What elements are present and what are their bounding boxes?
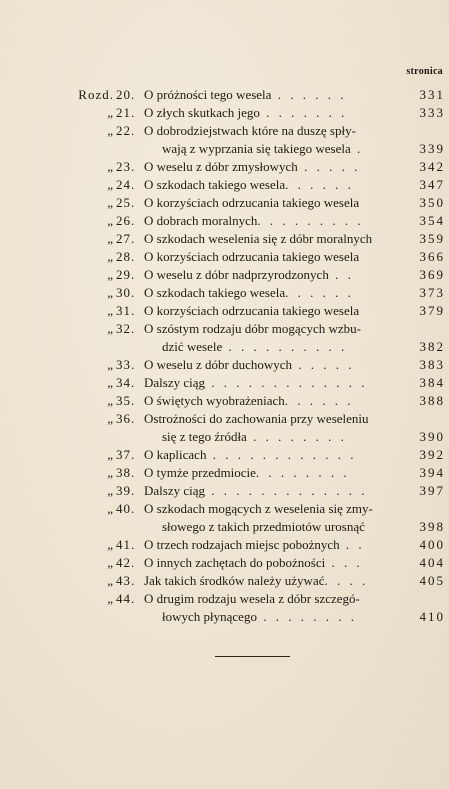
chapter-title-line: O szkodach takiego wesela. . . . . . [144, 285, 354, 300]
chapter-number: 35. [116, 393, 136, 408]
leader-dots: . . [328, 267, 354, 282]
toc-entry [70, 248, 445, 266]
chapter-prefix: „ [107, 303, 114, 318]
chapter-title-line: O innych zachętach do pobożności . . . [144, 555, 363, 570]
toc-entry [70, 356, 445, 374]
chapter-number: 31. [116, 303, 136, 318]
chapter-title-line: O weselu z dóbr duchowych . . . . . [144, 357, 355, 372]
chapter-number: 29. [116, 267, 136, 282]
toc-entry [70, 302, 445, 320]
chapter-title-line: O dobrach moralnych. . . . . . . . . [144, 213, 364, 228]
page-number: 397 [419, 483, 445, 498]
page-number: 333 [419, 105, 445, 120]
page-number: 382 [419, 339, 445, 354]
chapter-prefix: „ [107, 483, 114, 498]
table-of-contents [70, 86, 445, 626]
chapter-number: 41. [116, 537, 136, 552]
chapter-number: 40. [116, 501, 136, 516]
leader-dots: . . . . . . . [259, 105, 348, 120]
chapter-title-line: O korzyściach odrzucania takiego wesela [144, 249, 360, 264]
chapter-title-line: dzić wesele . . . . . . . . . . [162, 339, 348, 354]
chapter-number: 23. [116, 159, 136, 174]
page-number: 347 [419, 177, 445, 192]
leader-dots: . . . . [324, 573, 369, 588]
chapter-title-line: O korzyściach odrzucania takiego wesela [144, 195, 360, 210]
chapter-number: 38. [116, 465, 136, 480]
chapter-title-line: O drugim rodzaju wesela z dóbr szczegó- [144, 591, 360, 606]
toc-entry [70, 284, 445, 302]
toc-entry [70, 500, 445, 536]
toc-entry [70, 176, 445, 194]
chapter-prefix: „ [107, 213, 114, 228]
page-number: 350 [419, 195, 445, 210]
toc-entry [70, 122, 445, 158]
chapter-prefix: „ [107, 105, 114, 120]
toc-entry [70, 482, 445, 500]
chapter-prefix: „ [107, 591, 114, 606]
page-number: 410 [419, 609, 445, 624]
page-number: 400 [419, 537, 445, 552]
page-number: 390 [419, 429, 445, 444]
page-number: 342 [419, 159, 445, 174]
toc-entry [70, 194, 445, 212]
chapter-prefix: „ [107, 411, 114, 426]
chapter-title-line: słowego z takich przedmiotów urosnąć [162, 519, 365, 534]
chapter-prefix: „ [107, 357, 114, 372]
chapter-prefix: „ [107, 249, 114, 264]
chapter-number: 36. [116, 411, 136, 426]
leader-dots: . . . . . . . . [255, 465, 350, 480]
chapter-title-line: wają z wyprzania się takiego wesela . [162, 141, 364, 156]
chapter-title-line: Dalszy ciąg . . . . . . . . . . . . . [144, 375, 368, 390]
chapter-prefix: Rozd. [78, 87, 114, 102]
toc-entry [70, 572, 445, 590]
leader-dots: . . . . . . . . [246, 429, 347, 444]
chapter-prefix: „ [107, 285, 114, 300]
chapter-prefix: „ [107, 123, 114, 138]
toc-entry [70, 320, 445, 356]
chapter-number: 28. [116, 249, 136, 264]
chapter-title-line: się z tego źródła . . . . . . . . [162, 429, 347, 444]
toc-entry [70, 446, 445, 464]
chapter-title-line: O kaplicach . . . . . . . . . . . . [144, 447, 357, 462]
chapter-number: 22. [116, 123, 136, 138]
leader-dots: . [350, 141, 364, 156]
chapter-title-line: O weselu z dóbr nadprzyrodzonych . . [144, 267, 354, 282]
chapter-title-line: O próżności tego wesela . . . . . . [144, 87, 347, 102]
chapter-title-line: O szóstym rodzaju dóbr mogących wzbu- [144, 321, 361, 336]
leader-dots: . . . . . . [285, 177, 354, 192]
leader-dots: . . . . . [292, 357, 355, 372]
toc-entry [70, 392, 445, 410]
chapter-prefix: „ [107, 231, 114, 246]
chapter-number: 21. [116, 105, 136, 120]
toc-entry [70, 554, 445, 572]
page-number: 379 [419, 303, 445, 318]
leader-dots: . . . . . [297, 159, 361, 174]
page-number: 339 [419, 141, 445, 156]
chapter-number: 33. [116, 357, 136, 372]
chapter-number: 26. [116, 213, 136, 228]
toc-entry [70, 158, 445, 176]
page-number: 404 [419, 555, 445, 570]
chapter-prefix: „ [107, 447, 114, 462]
chapter-number: 24. [116, 177, 136, 192]
chapter-title-line: Jak takich środków należy używać. . . . [144, 573, 369, 588]
page-column-header: stronica [406, 66, 443, 77]
chapter-title-line: O złych skutkach jego . . . . . . . [144, 105, 348, 120]
chapter-number: 44. [116, 591, 136, 606]
toc-entry [70, 230, 445, 248]
page-number: 392 [419, 447, 445, 462]
chapter-number: 43. [116, 573, 136, 588]
leader-dots: . . . . . . [271, 87, 347, 102]
chapter-prefix: „ [107, 465, 114, 480]
chapter-prefix: „ [107, 195, 114, 210]
leader-dots: . . . . . . . . . . . . . [205, 483, 368, 498]
chapter-title-line: O szkodach takiego wesela. . . . . . [144, 177, 354, 192]
page-number: 359 [419, 231, 445, 246]
chapter-prefix: „ [107, 177, 114, 192]
chapter-number: 30. [116, 285, 136, 300]
chapter-number: 39. [116, 483, 136, 498]
leader-dots: . . . . . . . . . [257, 213, 364, 228]
chapter-number: 25. [116, 195, 136, 210]
chapter-title-line: O szkodach mogących z weselenia się zmy- [144, 501, 373, 516]
chapter-number: 34. [116, 375, 136, 390]
chapter-prefix: „ [107, 393, 114, 408]
chapter-number: 32. [116, 321, 136, 336]
leader-dots: . . . . . . . . . . . . [206, 447, 357, 462]
chapter-title-line: O weselu z dóbr zmysłowych . . . . . [144, 159, 361, 174]
toc-entry [70, 464, 445, 482]
chapter-number: 27. [116, 231, 136, 246]
toc-entry [70, 374, 445, 392]
toc-entry [70, 266, 445, 284]
chapter-prefix: „ [107, 537, 114, 552]
page-number: 394 [419, 465, 445, 480]
toc-entry [70, 536, 445, 554]
page-number: 405 [419, 573, 445, 588]
chapter-prefix: „ [107, 555, 114, 570]
leader-dots: . . . . . . [284, 393, 354, 408]
page-number: 388 [419, 393, 445, 408]
chapter-title-line: łowych płynącego . . . . . . . . [162, 609, 357, 624]
toc-entry [70, 410, 445, 446]
page-number: 373 [419, 285, 445, 300]
leader-dots: . . . [325, 555, 363, 570]
page-number: 331 [419, 87, 445, 102]
chapter-prefix: „ [107, 321, 114, 336]
chapter-prefix: „ [107, 159, 114, 174]
toc-entry [70, 104, 445, 122]
page-number: 366 [419, 249, 445, 264]
leader-dots: . . . . . . . . . . [222, 339, 348, 354]
chapter-title-line: O tymże przedmiocie. . . . . . . . [144, 465, 350, 480]
chapter-number: 42. [116, 555, 136, 570]
chapter-number: 37. [116, 447, 136, 462]
chapter-title-line: O świętych wyobrażeniach. . . . . . [144, 393, 354, 408]
leader-dots: . . . . . . . . . . . . . [205, 375, 368, 390]
leader-dots: . . [339, 537, 365, 552]
chapter-title-line: Ostrożności do zachowania przy weseleniu [144, 411, 369, 426]
divider-rule [215, 656, 290, 657]
page-number: 384 [419, 375, 445, 390]
chapter-prefix: „ [107, 267, 114, 282]
chapter-prefix: „ [107, 501, 114, 516]
chapter-prefix: „ [107, 573, 114, 588]
toc-entry [70, 86, 445, 104]
page-number: 398 [419, 519, 445, 534]
leader-dots: . . . . . . . . [256, 609, 357, 624]
toc-entry [70, 212, 445, 230]
leader-dots: . . . . . . [285, 285, 354, 300]
chapter-title-line: O korzyściach odrzucania takiego wesela [144, 303, 360, 318]
page-number: 369 [419, 267, 445, 282]
toc-entry [70, 590, 445, 626]
page-number: 383 [419, 357, 445, 372]
chapter-prefix: „ [107, 375, 114, 390]
chapter-title-line: Dalszy ciąg . . . . . . . . . . . . . [144, 483, 368, 498]
chapter-number: 20. [116, 87, 136, 102]
chapter-title-line: O trzech rodzajach miejsc pobożnych . . [144, 537, 365, 552]
chapter-title-line: O szkodach weselenia się z dóbr moralnych [144, 231, 373, 246]
chapter-title-line: O dobrodziejstwach które na duszę spły- [144, 123, 356, 138]
page-number: 354 [419, 213, 445, 228]
